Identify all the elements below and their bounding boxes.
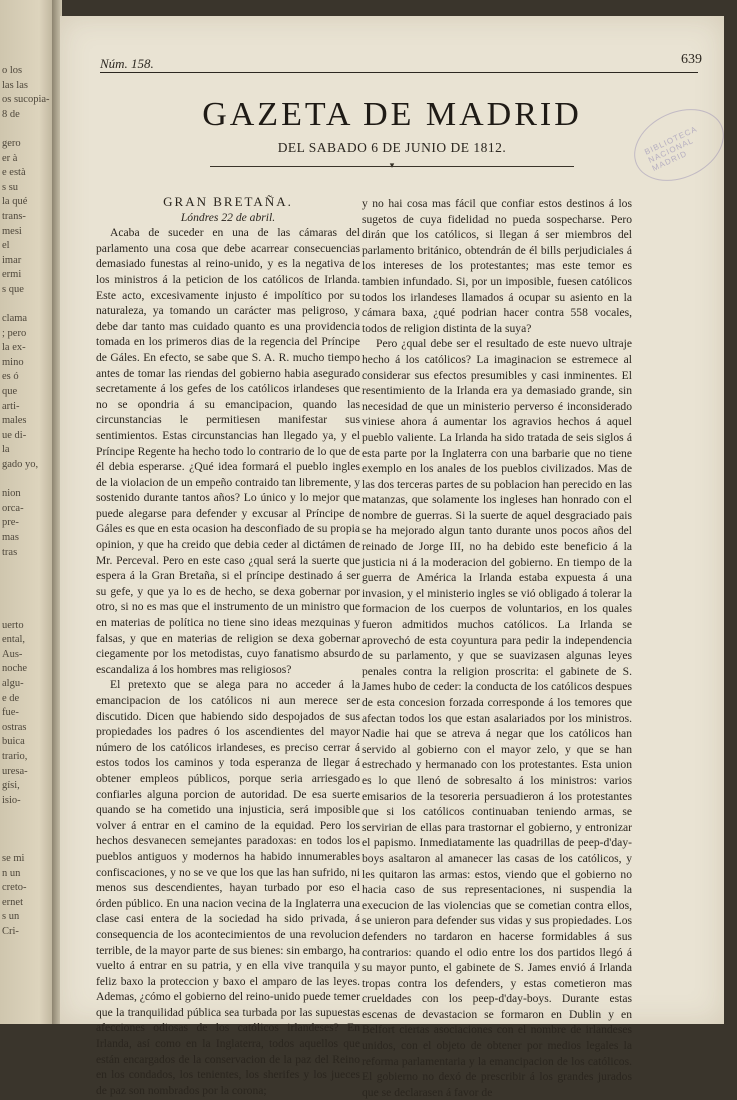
section-heading: GRAN BRETAÑA. (163, 194, 293, 209)
margin-fragment: s un (2, 911, 20, 923)
margin-fragment: arti- (2, 400, 20, 412)
margin-fragment: clama (2, 313, 28, 325)
margin-fragment: la ex- (2, 342, 26, 354)
margin-fragment: ostras (2, 721, 27, 733)
margin-fragment: 8 de (2, 108, 20, 120)
margin-fragment: mesi (2, 225, 22, 237)
margin-fragment: mas (2, 532, 19, 543)
article-paragraph: Pero ¿qual debe ser el resultado de este nuevo ultraje hecho á los católicos? La imaginacion se estremece al considerar sus efectos presumibles y casi inminentes. El resentimiento de la Irlanda era ya demasiado grande, sin necesidad de que un ministerio perverso é inconsiderado viniese ahora á aumentar los agravios hechos á aquel pueblo valiente. La Irlanda ha sido tratada de seis siglos á esta parte por la Inglaterra con una barbarie que no tiene exemplo en los anales de los pueblos civilizados. Mas de las dos terceras partes de su poblacion han perecido en las matanzas, que solamente los ingleses han honrado con el nombre de guerras. Si la suerte de aquel desgraciado pais se ha mejorado algun tanto durante unos pocos años del reinado de Jorge III, no ha debido este beneficio á la justicia ni á la moderacion del gobierno. En tiempo de la guerra de América la Irlanda estaba expuesta á una invasion, y el ministerio ingles se vió obligado á tolerar la formacion de los cuerpos de voluntarios, en los quales fueron admitidos muchos católicos. La Irlanda se aprovechó de esta coyuntura para pedir la independencia de su parlamento, y que se suavizasen algunas leyes penales contra la religion proscrita: el gabinete de S. James hubo de ceder: la conducta de los católicos despues de esta concesion forzada corresponde á los temores que afectan todos los que estan asalariados por los ministros. Nadie hai que se atreva á negar que los católicos han servido al gobierno con el mayor zelo, y que se han estrechado y hermanado con los protestantes. Esta union es lo que llenó de sobresalto á los ministros: varios emisarios de la tesoreria persuadieron á los protestantes que si los católicos continuaban teniendo armas, se servirian de ellas para trastornar el gobierno, y entronizar el papismo. Inmediatamente las quadrillas de peep-d'day-boys asaltaron al amanecer las casas de los católicos, y les quitaron las armas: estos, viendo que el gobierno no hacia caso de sus representaciones, ni suspendia la execucion de las violencias que se cometian contra ellos, se unieron para defender sus vidas y sus propiedades. Los defenders no tardaron en hacerse formidables á sus contrarios: quando el odio entre los dos partidos llegó á su mayor punto, el gabinete de S. James envió á Irlanda tropas contra los defenders, y estas cometieron mas crueldades con los peep-d'day-boys. Durante estas escenas de devastacion se formaron en Dublin y en Belfort ciertas asociaciones con el nombre de irlandeses unidos, con el objeto de obtener por medios legales la reforma parlamentaria y la emancipacion de los católicos. El gobierno no dexó de prescribir á los grandes jurados que se declarasen á favor de (362, 337, 632, 1099)
library-stamp-text: BIBLIOTECA NACIONAL MADRID (643, 124, 699, 173)
margin-fragment: gero (2, 137, 21, 149)
article-paragraph: El pretexto que se alega para no acceder á la emancipacion de los católicos ni aun merece ser discutido. Dicen que habiendo sido despojados de sus propiedades los padres ó los ascendientes del mayor número de los católicos irlandeses, es preciso cerrar á estos todos los caminos y toda esperanza de llegar á obtener empleos públicos, porque seria arriesgado confiarles alguna porcion de autoridad. De esa suerte quando se ha cometido una injusticia, será imposible volver á entrar en el camino de la equidad. Pero los hechos desvanecen semejantes paradoxas: en todos los pueblos antiguos y modernos ha habido innumerables confiscaciones, y no se ve que los que las han sufrido, ni menos sus descendientes, hayan turbado por eso el órden público. En una nacion vecina de la Inglaterra una clase casi entera de la sociedad ha sido privada, á consequencia de los acontecimientos de una revolucion terrible, de la mayor parte de sus bienes: sin embargo, ha vuelto á entrar en su patria, y en ella vive tranquila y feliz baxo la proteccion y baxo el amparo de las leyes. Ademas, ¿cómo el gobierno del reino-unido puede temer que la tranquilidad pública sea turbada por las supuestas afecciones odiosas de los católicos irlandeses? En Irlanda, así como en la Inglaterra, todos aquellos que están encargados de la conservacion de la paz del Reino en los condados, los tenientes, los sherifes y los jueces de paz son nombrados por la corona; (96, 678, 360, 1097)
margin-fragment: s su (2, 181, 19, 193)
margin-fragment: orca- (2, 502, 24, 514)
margin-fragment (2, 823, 52, 838)
margin-fragment: algu- (2, 677, 24, 689)
margin-fragment: creto- (2, 882, 27, 894)
article-column-right (362, 196, 632, 1100)
margin-fragment: n un (2, 867, 21, 879)
margin-fragment: ; pero (2, 327, 27, 339)
margin-fragment: mino (2, 356, 24, 368)
margin-fragment: se mi (2, 853, 25, 865)
margin-fragment: las las (2, 79, 28, 91)
margin-fragment: gado yo, (2, 459, 39, 471)
margin-fragment: er à (2, 152, 18, 164)
article-column-left (96, 194, 360, 1098)
margin-fragment: os sucopia- (2, 94, 50, 106)
article-paragraph: Acaba de suceder en una de las cámaras del parlamento una cosa que debe acarrear consecuencias demasiado funestas al reino-unido, y es la negativa de los ministros á la peticion de los católicos de Irlanda. Este acto, excesivamente injusto é impolítico por su naturaleza, ya tomando un carácter mas peligroso, y debe dar tanto mas cuidado quanto es una providencia tomada en los primeros dias de la regencia del Príncipe de Gáles. En efecto, se sabe que S. A. R. mucho tiempo antes de tomar las riendas del gobierno habia asegurado secretamente á los gefes de los católicos irlandeses que no se opondria á su emancipacion, quando las circunstancias le permitiesen manifestar sus sentimientos. Estas circunstancias han llegado ya, y el Príncipe Regente ha hecho todo lo contrario de lo que de él debia esperarse. ¿Qué idea formará el pueblo ingles de la violacion de un empeño contraido tan libremente, y sostenido durante tantos años? Lo único y lo mejor que puede alegarse para defender y excusar al Príncipe de Gáles es que en esta ocasion ha desconfiado de su propia opinion, y que ha creido que debia ceder al dictámen de Mr. Perceval. Pero en este caso ¿qual será la suerte que espera á la Gran Bretaña, si el príncipe destinado á ser su gefe, y que ya lo es de hecho, se dexa gobernar por otro, si no es mas que el instrumento de un ministro que en materias de política no tiene sino ideas mezquinas y falsas, y que en materias de religion se dexa gobernar ciegamente por los metodistas, cuyo fanatismo absurdo escandaliza á los hombres mas religiosos? (96, 226, 360, 676)
margin-fragment: trario, (2, 750, 28, 762)
margin-fragment: noche (2, 663, 28, 675)
issue-date: DEL SABADO 6 DE JUNIO DE 1812. (277, 140, 507, 155)
margin-fragment: trans- (2, 210, 26, 222)
margin-fragment: Aus- (2, 648, 23, 660)
margin-fragment: ue di- (2, 429, 27, 441)
page-number: 639 (681, 52, 702, 67)
margin-fragment (2, 589, 52, 604)
margin-fragment: o los (2, 65, 23, 76)
previous-page-text-fragments (2, 64, 52, 940)
margin-fragment: uresa- (2, 765, 28, 777)
margin-fragment: que (2, 386, 18, 398)
article-dateline: Lóndres 22 de abril. (180, 210, 276, 224)
margin-fragment: fue- (2, 707, 19, 719)
margin-fragment: la (2, 444, 10, 456)
margin-fragment: ermi (2, 269, 22, 281)
margin-fragment: buica (2, 736, 25, 748)
margin-fragment: ernet (2, 896, 23, 908)
margin-fragment: uerto (2, 619, 24, 631)
margin-fragment: gísi, (2, 780, 20, 792)
margin-fragment: s que (2, 283, 24, 295)
margin-fragment (2, 604, 52, 619)
margin-fragment: tras (2, 546, 18, 558)
margin-fragment (2, 575, 52, 590)
margin-fragment: isio- (2, 794, 21, 806)
margin-fragment: pre- (2, 517, 19, 529)
margin-fragment (2, 298, 52, 313)
margin-fragment: Cri- (2, 926, 19, 938)
margin-fragment: nion (2, 488, 21, 500)
margin-fragment: imar (2, 254, 22, 266)
margin-fragment (2, 808, 52, 823)
masthead-title: GAZETA DE MADRID (202, 96, 582, 133)
margin-fragment: e està (2, 167, 26, 179)
margin-fragment (2, 122, 52, 137)
margin-fragment: males (2, 415, 27, 427)
previous-page-edge (0, 0, 56, 1024)
margin-fragment: ental, (2, 634, 26, 646)
margin-fragment: el (2, 240, 10, 252)
margin-fragment (2, 473, 52, 488)
ornament-dot: ▾ (389, 160, 395, 170)
header-rule (100, 72, 698, 73)
margin-fragment: es ó (2, 371, 19, 383)
margin-fragment: e de (2, 692, 20, 704)
margin-fragment (2, 560, 52, 575)
margin-fragment: la qué (2, 196, 28, 208)
margin-fragment (2, 837, 52, 852)
newspaper-page (60, 16, 724, 1099)
issue-number: Núm. 158. (100, 56, 154, 71)
article-paragraph: y no hai cosa mas fácil que confiar estos destinos á los sugetos de cuya fidelidad no pueda sospecharse. Pero dirán que los católicos, si llegan á ser miembros del parlamento británico, obtendrán de él bills perjudiciales á los intereses de los protestantes; mas este temor es tambien infundado. Si, por un imposible, fuesen católicos todos los irlandeses llamados á ocupar su asiento en la cámara baxa, ¿qué podrian hacer contra 558 vocales, todos de religion distinta de la suya? (362, 197, 632, 335)
